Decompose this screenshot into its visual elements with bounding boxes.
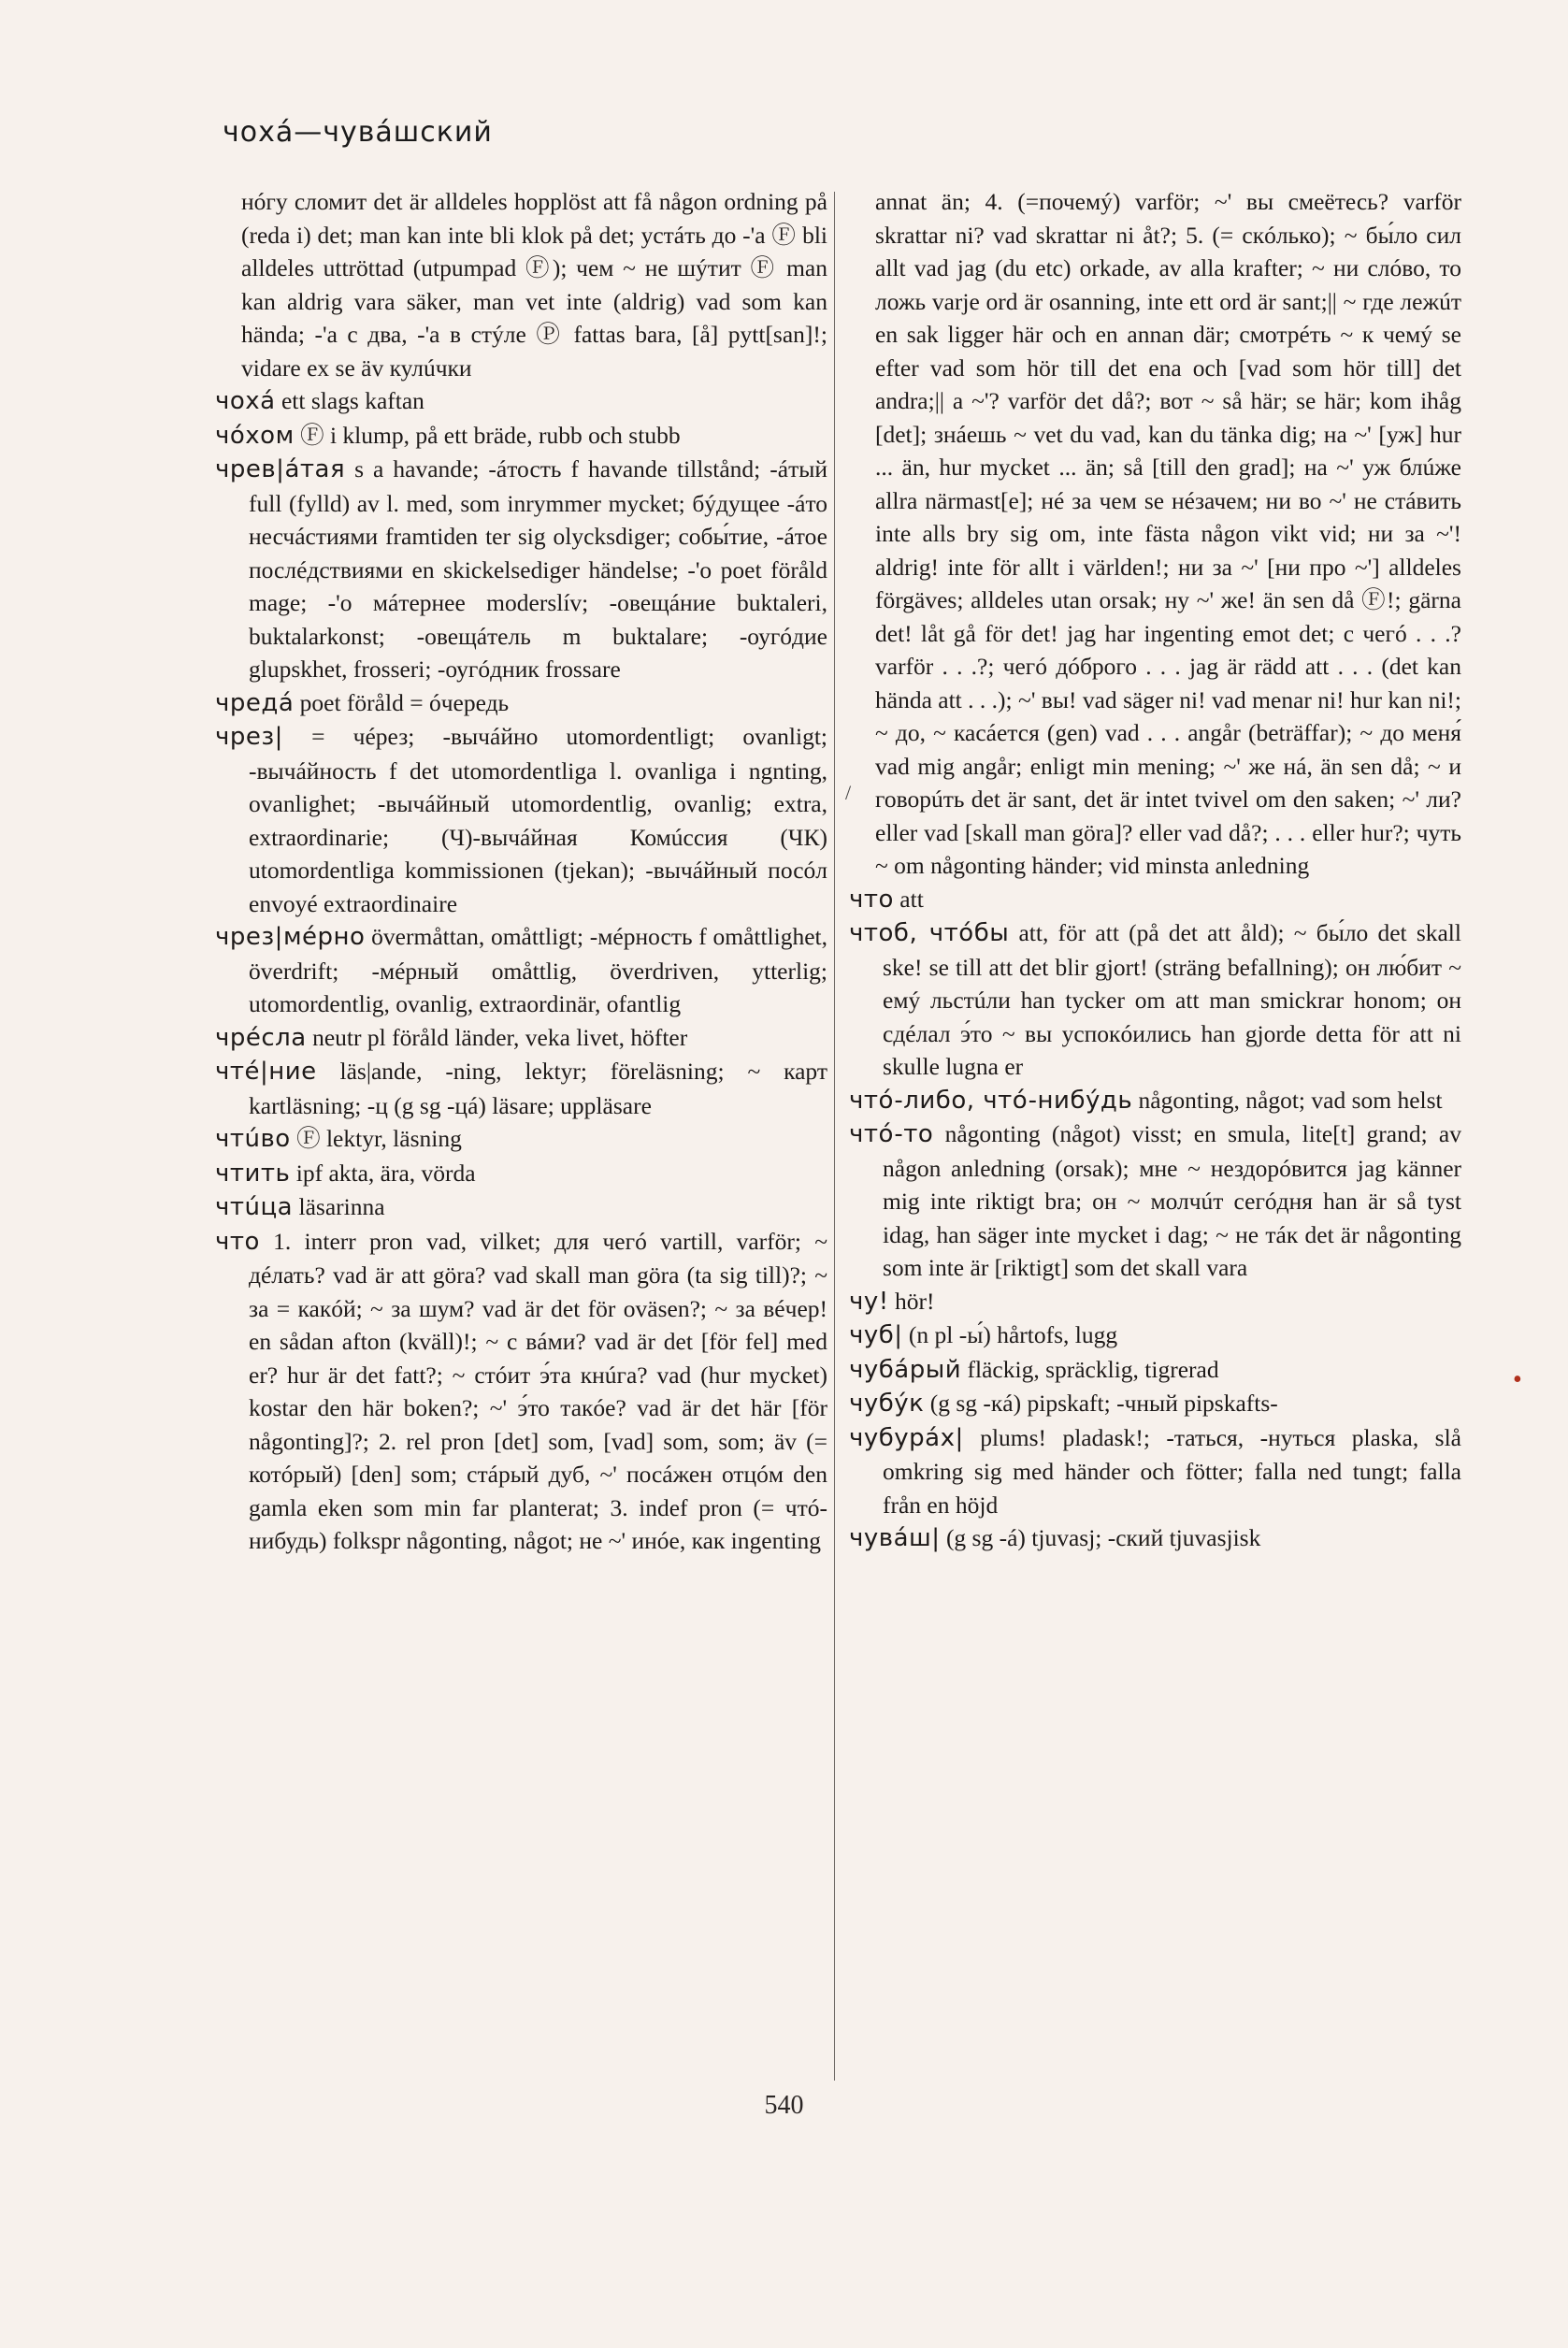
entry-headword: чубýк [849, 1390, 925, 1418]
right-column [849, 185, 1461, 1556]
dictionary-entry [849, 1353, 1461, 1388]
dictionary-entry [849, 1084, 1461, 1118]
dictionary-entry [215, 1157, 827, 1191]
entry-headword: чтó-то [849, 1120, 934, 1148]
dictionary-entry [215, 1055, 827, 1122]
entry-headword: чрев|áтая [215, 455, 346, 483]
entry-definition: övermåttan, omåttligt; -мéрность f omåttlighet, överdrift; -мéрный omåttlig, överdriven, ytterlig; utomordentlig, ovanlig, extraordinär, ofantlig [249, 923, 828, 1017]
running-head: чохá—чувáшский [223, 116, 493, 149]
entry-definition: ipf akta, ära, vörda [295, 1159, 476, 1187]
dictionary-entry [215, 453, 827, 686]
dictionary-entry [849, 883, 1461, 917]
dictionary-entry [849, 1117, 1461, 1285]
entry-headword: чуб| [849, 1321, 903, 1349]
entry-definition: att, för att (på det att åld); ~ бы́ло det skall ske! se till att det blir gjort! (sträng befallning); он лю́бит ~ емý льстúли han tycker om att man smickrar honom; он сдéлал э́то ~ вы успокóились han gjorde detta för att ni skulle lugna er [883, 919, 1461, 1080]
entry-headword: чтé|ние [215, 1058, 317, 1086]
entry-headword: чрéсла [215, 1023, 307, 1052]
dictionary-entry [215, 686, 827, 721]
dictionary-entry [215, 920, 827, 1021]
left-column [215, 185, 827, 1558]
dictionary-entry [215, 1225, 827, 1558]
margin-dot: • [1513, 1365, 1522, 1394]
entry-headword: чтоб, чтóбы [849, 919, 1010, 947]
entry-headword: чрез|мéрно [215, 923, 366, 951]
entry-definition: (n pl -ы́) hårtofs, lugg [908, 1321, 1118, 1348]
entry-definition: läsarinna [298, 1193, 385, 1220]
entry-headword: чу! [849, 1287, 889, 1316]
dictionary-entry [849, 1387, 1461, 1421]
entry-definition: (g sg -á) tjuvasj; -ский tjuvasjisk [945, 1524, 1261, 1551]
entry-definition: poet föråld = óчередь [299, 688, 510, 716]
entry-definition: neutr pl föråld länder, veka livet, höfter [312, 1023, 688, 1051]
dictionary-entry [849, 1521, 1461, 1556]
entry-headword: чтúво [215, 1125, 291, 1153]
entry-headword: чубурáх| [849, 1423, 964, 1452]
entry-headword: чтить [215, 1159, 291, 1188]
entry-headword: чохá [215, 387, 276, 415]
page-number: 540 [764, 2091, 804, 2120]
dictionary-entry [215, 185, 827, 384]
entry-definition: нóгу сломит det är alldeles hopplöst att få någon ordning på (reda i) det; man kan inte bli klok på det; устáть до -'а Ⓕ bli alldeles uttröttad (utpumpad Ⓕ); чем ~ не шýтит Ⓕ man kan aldrig vara säker, man vet inte (aldrig) vad som kan hända; -'а с два, -'а в стýле Ⓟ fattas bara, [å] pytt[san]!; vidare ex se äv кулúчки [241, 188, 827, 382]
entry-headword: чувáш| [849, 1524, 941, 1552]
entry-headword: чрез| [215, 723, 283, 751]
entry-definition: någonting, något; vad som helst [1138, 1086, 1443, 1114]
entry-headword: чубáрый [849, 1355, 962, 1384]
dictionary-entry [215, 384, 827, 419]
margin-tick: / [845, 781, 852, 804]
entry-definition: = чéрез; -вычáйно utomordentligt; ovanligt; -вычáйность f det utomordentliga l. ovanliga i ngnting, ovanlighet; -вычáйный utomordentlig, ovanlig; extra, extraordinarie; (Ч)-вычáйная Комúссия (ЧК) utomordentliga kommissionen (tjekan); -вычáйный посóл envoyé extraordinaire [249, 723, 827, 917]
entry-definition: Ⓕ lektyr, läsning [296, 1125, 462, 1152]
entry-definition: någonting (något) visst; en smula, lite[t] grand; av någon anledning (orsak); мне ~ нездорóвится jag känner mig inte riktigt bra; он ~ молчúт сегóдня han är så tyst idag, han säger inte mycket i dag; ~ не тáк det är någonting som inte är [riktigt] som det skall vara [883, 1120, 1461, 1281]
entry-definition: 1. interr pron vad, vilket; для чегó vartill, varför; ~ дéлать? vad är att göra? vad skall man göra (ta sig till)?; ~ за = какóй; ~ за шум? vad är det för oväsen?; ~ за вéчер! en sådan afton (kväll)!; ~ с вáми? vad är det [för fel] med er? hur är det fatt?; ~ стóит э́та кнúга? vad (hur mycket) kostar den här boken?; ~' э́то такóе? vad är det här [för någonting]?; 2. rel pron [det] som, [vad] som, som; äv (= котóрый) [den] som; стáрый дуб, ~' посáжен отцóм den gamla eken som min far planterat; 3. indef pron (= чтó-нибудь) folkspr någonting, något; не ~' инóе, как ingenting [249, 1227, 828, 1554]
dictionary-entry [215, 720, 827, 920]
entry-definition: (g sg -кá) pipskaft; -чный pipskafts- [929, 1390, 1278, 1417]
entry-definition: att [899, 885, 924, 913]
entry-headword: чтúца [215, 1193, 294, 1221]
dictionary-entry [849, 1285, 1461, 1319]
entry-headword: чтó-либо, чтó-нибýдь [849, 1086, 1133, 1115]
entry-definition: hör! [895, 1287, 935, 1315]
entry-definition: Ⓕ i klump, på ett bräde, rubb och stubb [300, 421, 681, 449]
dictionary-entry [849, 1318, 1461, 1353]
entry-definition: plums! pladask!; -таться, -нуться plaska, slå omkring sig med händer och fötter; falla ned tungt; falla från en höjd [883, 1423, 1461, 1519]
entry-headword: что [215, 1227, 260, 1256]
entry-definition: annat än; 4. (=почемý) varför; ~' вы смеётесь? varför skrattar ni? vad skrattar ni åt?; 5. (= скóлько); ~ бы́ло сил allt vad jag (du etc) orkade, av alla krafter; ~ ни слóво, то ложь varje ord är osanning, inte ett ord är sant;|| ~ где лежúт en sak ligger här och en annan där; смотрéть ~ к чемý se efter vad som hör till det ena och [vad som hör till] det andra;|| а ~'? varför det då?; вот ~ så här; se här; kom ihåg [det]; знáешь ~ vet du vad, kan du tänka dig; на ~' [уж] hur ... än, hur mycket ... än; så [till den grad]; на ~' уж блúже allra närmast[e]; нé за чем se нéзачем; ни во ~' не стáвить inte alls bry sig om, inte fästa någon vikt vid; ни за ~'! aldrig! inte för allt i världen!; ни за ~' [ни про ~'] alldeles förgäves; alldeles utan orsak; ну ~' же! än sen då Ⓕ!; gärna det! låt gå för det! jag har ingenting emot det; с чегó . . .? varför . . .?; чегó дóброго . . . jag är rädd att . . . (det kan hända att . . .); ~' вы! vad säger ni! vad menar ni! hur kan ni!; ~ до, ~ касáется (gen) vad . . . angår (beträffar); ~ до меня́ vad mig angår; enligt min mening; ~' же нá, än sen då; ~ и говорúть det är sant, det är intet tvivel om den saken; ~' ли? eller vad [skall man göra]? eller vad då?; . . . eller hur?; чуть ~ om någonting händer; vid minsta anledning [875, 188, 1461, 879]
dictionary-entry [215, 419, 827, 454]
entry-headword: чредá [215, 688, 295, 717]
entry-definition: fläckig, spräcklig, tigrerad [967, 1355, 1219, 1383]
dictionary-entry [215, 1190, 827, 1225]
column-divider [834, 192, 835, 2081]
dictionary-entry [849, 916, 1461, 1084]
entry-definition: ett slags kaftan [281, 387, 424, 414]
entry-headword: чóхом [215, 421, 295, 450]
dictionary-entry [215, 1021, 827, 1056]
entry-definition: s a havande; -áтость f havande tillstånd; -áтый full (fylld) av l. med, som inrymmer mycket; бýдущее -áто несчáстиями framtiden ter sig olycksdiger; собы́тие, -áтое послéдствиями en skickelsediger händelse; -'о poet föråld mage; -'о мáтернее moderslív; -овещáние buktaleri, buktalarkonst; -овещáтель m buktalare; -оугóдие glupskhet, frosseri; -оугóдник frossare [249, 455, 827, 683]
entry-definition: läs|ande, -ning, lektyr; föreläsning; ~ карт kartläsning; -ц (g sg -цá) läsare; uppläsare [249, 1058, 827, 1119]
dictionary-entry [849, 185, 1461, 883]
dictionary-entry [849, 1421, 1461, 1522]
dictionary-entry [215, 1122, 827, 1157]
entry-headword: что [849, 885, 894, 914]
